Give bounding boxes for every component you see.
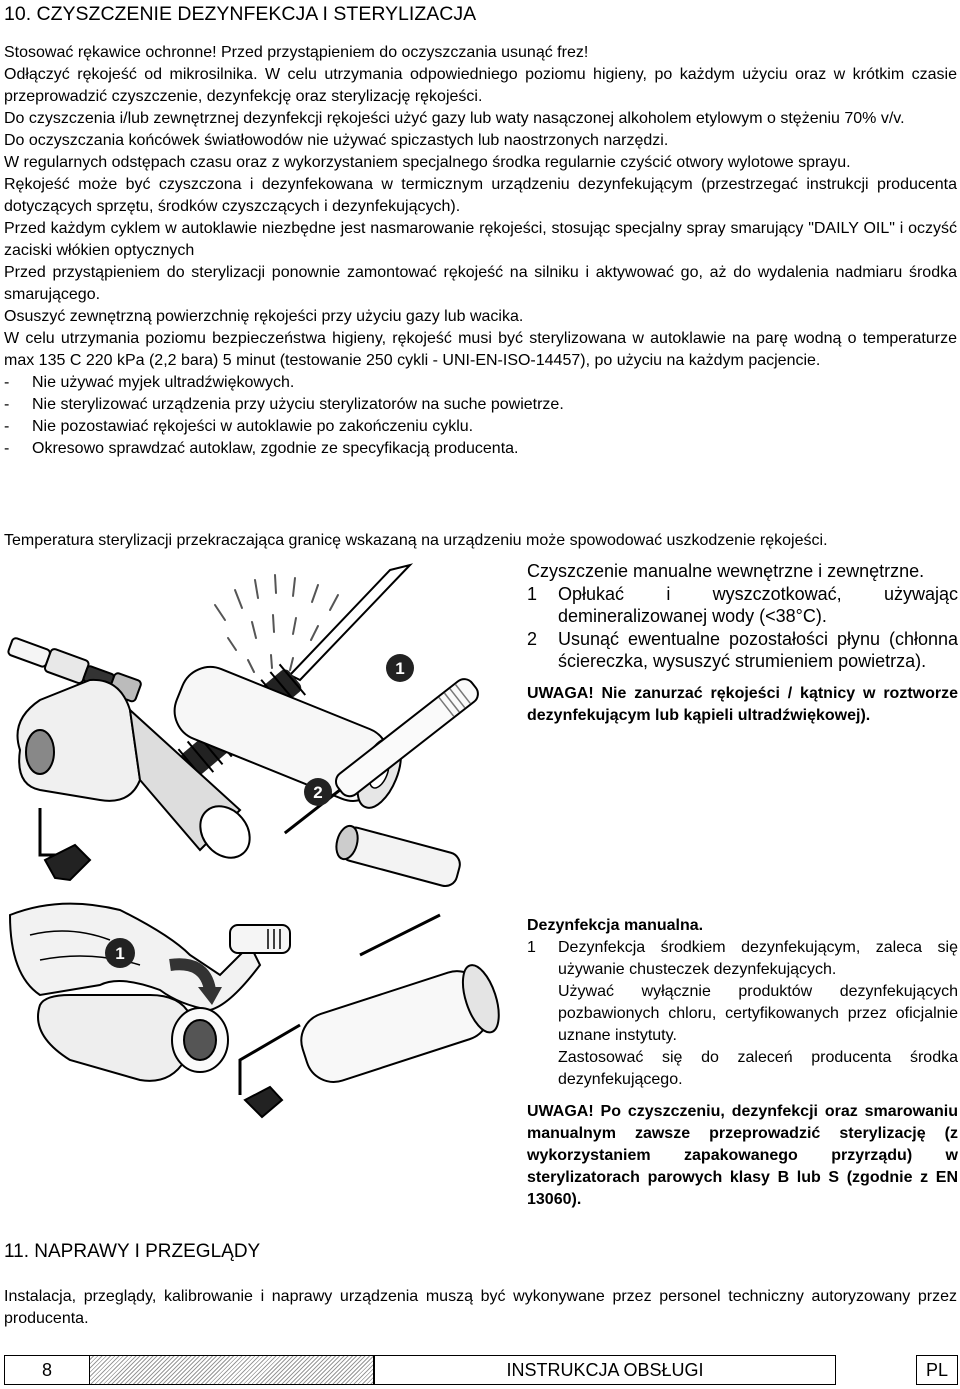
manual-cleaning-section bbox=[527, 560, 958, 727]
paragraph: Przed przystąpieniem do sterylizacji ponownie zamontować rękojeść na silniku i aktywować go, aż do wydalenia nadmiaru środka smarującego. bbox=[4, 264, 957, 303]
paragraph: Odłączyć rękojeść od mikrosilnika. W celu utrzymania odpowiedniego poziomu higieny, po każdym użyciu oraz w krótkim czasie przeprowadzić czyszczenie, dezynfekcję oraz sterylizację rękojeści. bbox=[4, 66, 957, 105]
section-11-text: Instalacja, przeglądy, kalibrowanie i naprawy urządzenia muszą być wykonywane przez personel techniczny autoryzowany przez producenta. bbox=[4, 1288, 957, 1327]
callout-1b: 1 bbox=[115, 944, 125, 963]
dash-item: - Nie pozostawiać rękojeści w autoklawie po zakończeniu cyklu. bbox=[4, 418, 474, 435]
manual-disinfection-warning: UWAGA! Po czyszczeniu, dezynfekcji oraz smarowaniu manualnym zawsze przeprowadzić sterylizację (z wykorzystaniem zapakowanego przyrządu) w sterylizatorach parowych klasy B lub S (zgodnie z EN 13060). bbox=[527, 1103, 958, 1208]
callout-2: 2 bbox=[313, 783, 323, 802]
paragraph: W regularnych odstępach czasu oraz z wykorzystaniem specjalnego środka regularnie czyścić otwory wylotowe sprayu. bbox=[4, 154, 851, 171]
manual-cleaning-warning: UWAGA! Nie zanurzać rękojeści / kątnicy w roztworze dezynfekującym lub kąpieli ultradźwiękowej). bbox=[527, 684, 958, 724]
cleaning-illustration bbox=[0, 560, 520, 900]
paragraph: Do oczyszczania końcówek światłowodów nie używać spiczastych lub naostrzonych narzędzi. bbox=[4, 132, 669, 149]
paragraph: Rękojeść może być czyszczona i dezynfekowana w termicznym urządzeniu dezynfekującym (przestrzegać instrukcji producenta dotyczących sprzętu, środków czyszczących i dezynfekujących). bbox=[4, 176, 957, 215]
manual-disinfection-step: 1 Dezynfekcja środkiem dezynfekującym, zaleca się używanie chusteczek dezynfekujących. bbox=[527, 939, 958, 978]
section-10-body bbox=[4, 42, 957, 460]
dash-item: - Nie sterylizować urządzenia przy użyciu sterylizatorów na suche powietrze. bbox=[4, 396, 564, 413]
footer-title: INSTRUKCJA OBSŁUGI bbox=[374, 1355, 836, 1385]
manual-cleaning-step: 1 Opłukać i wyszczotkować, używając demineralizowanej wody (<38°C). bbox=[527, 583, 958, 626]
sterilization-warning: Temperatura sterylizacji przekraczająca granicę wskazaną na urządzeniu może spowodować uszkodzenie rękojeści. bbox=[4, 532, 828, 549]
page-footer bbox=[4, 1355, 958, 1385]
dash-item: - Nie używać myjek ultradźwiękowych. bbox=[4, 374, 295, 391]
callout-1: 1 bbox=[395, 659, 405, 678]
manual-cleaning-heading: Czyszczenie manualne wewnętrzne i zewnętrzne. bbox=[527, 561, 925, 581]
manual-disinfection-section bbox=[527, 915, 958, 1211]
section-11-title: 11. NAPRAWY I PRZEGLĄDY bbox=[4, 1241, 261, 1262]
footer-hatch bbox=[90, 1355, 374, 1385]
disinfection-note: Zastosować się do zaleceń producenta środka dezynfekującego. bbox=[558, 1049, 958, 1088]
disinfection-illustration bbox=[0, 895, 520, 1125]
disinfection-note: Używać wyłącznie produktów dezynfekujących pozbawionych chloru, certyfikowanych przez oficjalnie uznane instytuty. bbox=[558, 983, 958, 1044]
footer-spacer bbox=[836, 1355, 916, 1385]
paragraph: Stosować rękawice ochronne! Przed przystąpieniem do oczyszczania usunąć frez! bbox=[4, 44, 589, 61]
footer-language: PL bbox=[916, 1355, 958, 1385]
paragraph: Osuszyć zewnętrzną powierzchnię rękojeści przy użyciu gazy lub wacika. bbox=[4, 308, 524, 325]
paragraph: Przed każdym cyklem w autoklawie niezbędne jest nasmarowanie rękojeści, stosując specjalny spray smarujący "DAILY OIL" i oczyść zaciski włókien optycznych bbox=[4, 220, 957, 259]
dash-item: - Okresowo sprawdzać autoklaw, zgodnie ze specyfikacją producenta. bbox=[4, 440, 519, 457]
section-10-title: 10. CZYSZCZENIE DEZYNFEKCJA I STERYLIZACJA bbox=[4, 3, 477, 25]
manual-cleaning-step: 2 Usunąć ewentualne pozostałości płynu (chłonna ściereczka, wysuszyć strumieniem powietrza). bbox=[527, 628, 958, 671]
paragraph: W celu utrzymania poziomu bezpieczeństwa higieny, rękojeść musi być sterylizowana w autoklawie na parę wodną o temperaturze max 135 C 220 kPa (2,2 bara) 5 minut (testowanie 250 cykli - UNI-EN-ISO-14457), po użyciu na każdym pacjencie. bbox=[4, 330, 957, 369]
page-number: 8 bbox=[4, 1355, 90, 1385]
paragraph: Do czyszczenia i/lub zewnętrznej dezynfekcji rękojeści użyć gazy lub waty nasączonej alkoholem etylowym o stężeniu 70% v/v. bbox=[4, 110, 905, 127]
manual-disinfection-heading: Dezynfekcja manualna. bbox=[527, 917, 704, 934]
